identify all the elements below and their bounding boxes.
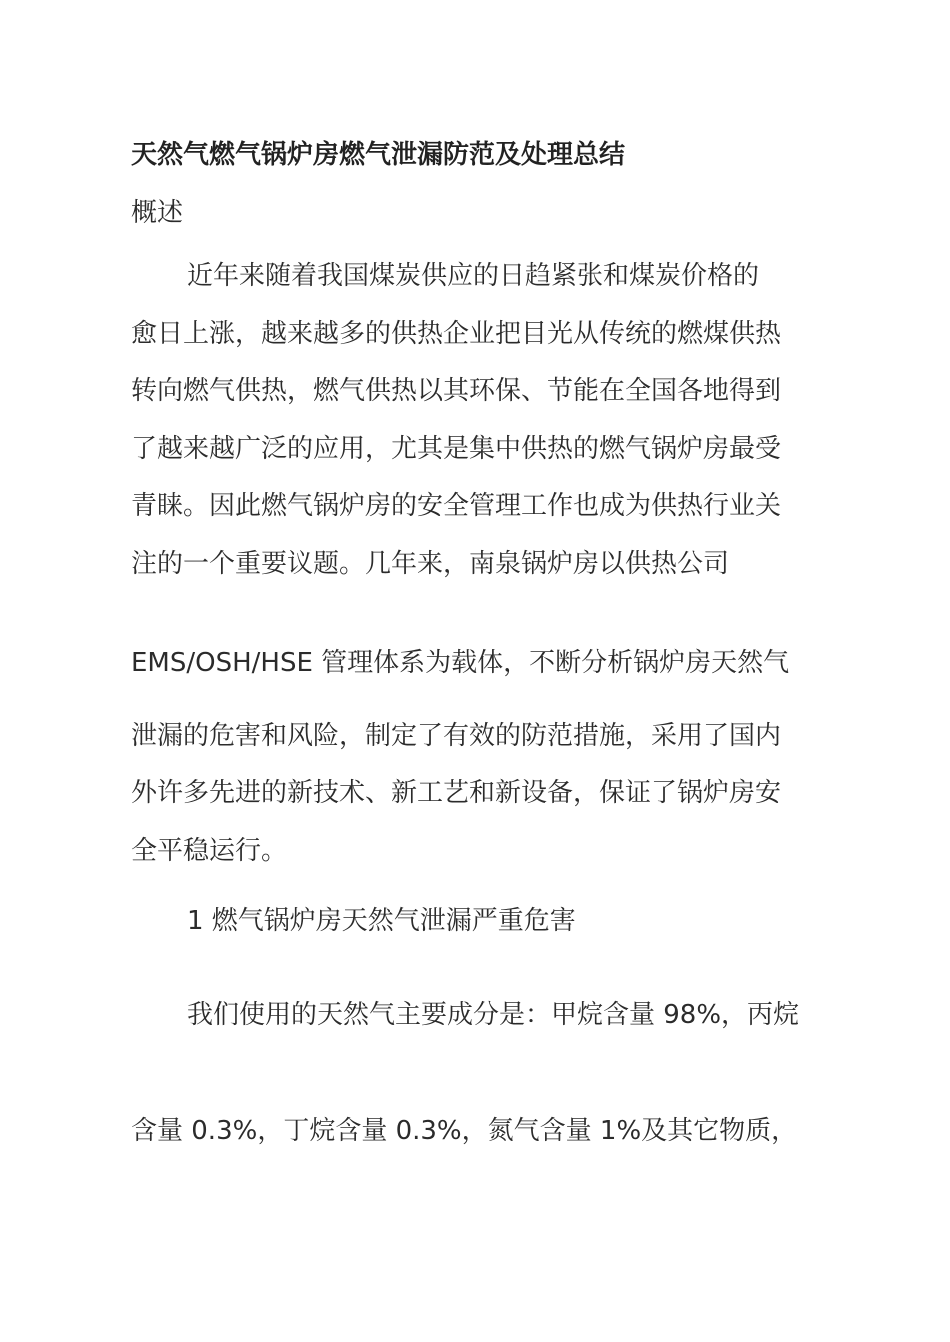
paragraph-line: 我们使用的天然气主要成分是：甲烷含量 98%，丙烷 — [187, 1000, 800, 1030]
paragraph-line: 了越来越广泛的应用，尤其是集中供热的燃气锅炉房最受 — [131, 434, 782, 464]
document-title: 天然气燃气锅炉房燃气泄漏防范及处理总结 — [131, 140, 626, 170]
paragraph-line: 转向燃气供热，燃气供热以其环保、节能在全国各地得到 — [131, 376, 782, 406]
paragraph-line: 全平稳运行。 — [131, 836, 288, 866]
section-1-heading: 1 燃气锅炉房天然气泄漏严重危害 — [187, 906, 576, 936]
paragraph-line: 青睐。因此燃气锅炉房的安全管理工作也成为供热行业关 — [131, 491, 782, 521]
paragraph-line: 注的一个重要议题。几年来，南泉锅炉房以供热公司 — [131, 549, 730, 579]
paragraph-line: 含量 0.3%，丁烷含量 0.3%，氮气含量 1%及其它物质， — [131, 1116, 798, 1146]
paragraph-line: 近年来随着我国煤炭供应的日趋紧张和煤炭价格的 — [187, 261, 760, 291]
paragraph-line: 外许多先进的新技术、新工艺和新设备，保证了锅炉房安 — [131, 778, 782, 808]
paragraph-line: 愈日上涨，越来越多的供热企业把目光从传统的燃煤供热 — [131, 319, 782, 349]
section-overview-heading: 概述 — [131, 198, 184, 228]
paragraph-line: 泄漏的危害和风险，制定了有效的防范措施，采用了国内 — [131, 721, 782, 751]
paragraph-line: EMS/OSH/HSE 管理体系为载体，不断分析锅炉房天然气 — [131, 648, 790, 678]
